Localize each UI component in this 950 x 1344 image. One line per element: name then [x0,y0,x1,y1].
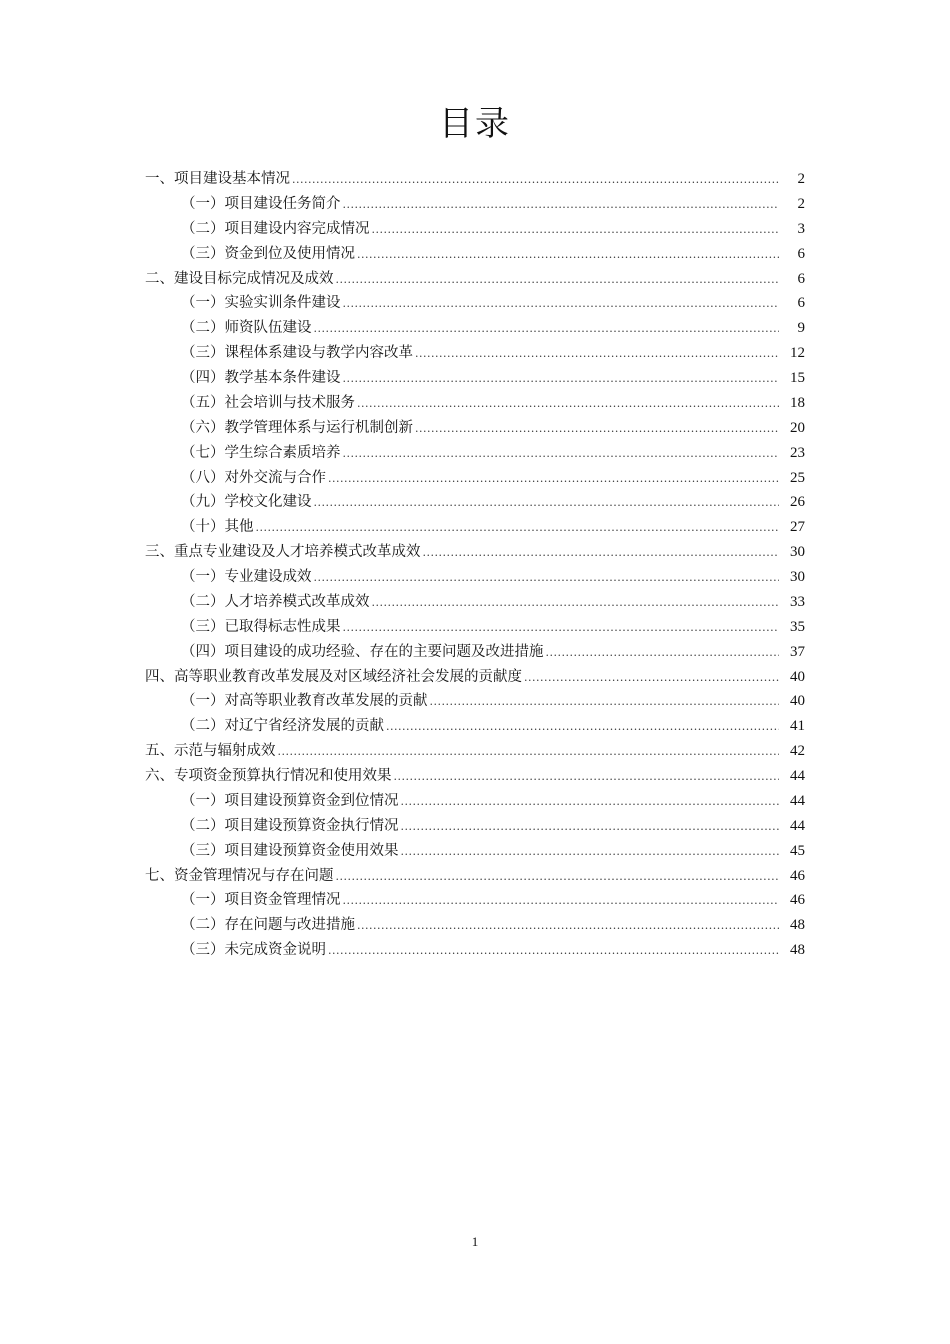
toc-entry-page: 44 [790,768,805,784]
toc-dot-leader [430,690,780,714]
toc-entry-label: （四）教学基本条件建设 [181,370,341,386]
toc-section-entry[interactable] [0,167,950,192]
toc-entry-label: （一）项目建设预算资金到位情况 [181,792,399,809]
toc-dot-leader [415,417,779,441]
toc-entry-label: （四）项目建设的成功经验、存在的主要问题及改进措施 [181,643,544,660]
toc-section-entry[interactable] [0,267,950,292]
toc-subsection-entry[interactable] [0,466,950,491]
toc-entry-label: （一）项目资金管理情况 [181,892,341,909]
toc-entry-label: （一）专业建设成效 [181,569,312,585]
toc-entry-label: （一）实验实训条件建设 [181,295,341,312]
toc-entry-label: 一、项目建设基本情况 [145,171,290,187]
page-number: 1 [471,1234,479,1249]
toc-dot-leader [357,392,779,416]
toc-entry-label: （三）课程体系建设与教学内容改革 [181,345,413,362]
toc-subsection-entry[interactable] [0,814,950,839]
toc-dot-leader [328,467,779,491]
toc-dot-leader [292,168,779,192]
toc-dot-leader [256,516,780,540]
table-of-contents [0,167,950,963]
page-title: 目录 [439,104,511,144]
toc-dot-leader [336,268,780,292]
toc-subsection-entry[interactable] [0,341,950,366]
toc-entry-page: 6 [797,295,805,312]
toc-section-entry[interactable] [0,665,950,690]
toc-dot-leader [401,815,780,839]
toc-subsection-entry[interactable] [0,913,950,938]
toc-entry-page: 46 [790,867,805,884]
toc-subsection-entry[interactable] [0,316,950,341]
toc-entry-page: 48 [790,917,805,934]
toc-entry-page: 48 [790,942,805,959]
toc-subsection-entry[interactable] [0,242,950,267]
toc-dot-leader [357,914,779,938]
toc-dot-leader [343,367,780,391]
toc-entry-label: （六）教学管理体系与运行机制创新 [181,419,413,436]
toc-subsection-entry[interactable] [0,515,950,540]
toc-subsection-entry[interactable] [0,490,950,515]
toc-subsection-entry[interactable] [0,789,950,814]
toc-dot-leader [314,491,780,515]
toc-entry-label: 三、重点专业建设及人才培养模式改革成效 [145,544,421,561]
toc-subsection-entry[interactable] [0,441,950,466]
toc-entry-page: 41 [790,718,805,735]
toc-entry-label: （二）存在问题与改进措施 [181,917,355,934]
toc-entry-page: 27 [790,519,805,536]
toc-entry-page: 40 [790,668,805,685]
toc-entry-label: （八）对外交流与合作 [181,469,326,486]
toc-dot-leader [401,840,780,864]
toc-dot-leader [328,939,779,963]
toc-entry-label: 四、高等职业教育改革发展及对区域经济社会发展的贡献度 [145,668,522,685]
toc-subsection-entry[interactable] [0,192,950,217]
toc-subsection-entry[interactable] [0,640,950,665]
toc-subsection-entry[interactable] [0,888,950,913]
toc-entry-page: 33 [790,593,805,610]
toc-entry-label: （七）学生综合素质培养 [181,444,341,461]
toc-entry-page: 3 [797,220,805,237]
toc-dot-leader [372,218,780,242]
toc-entry-label: （九）学校文化建设 [181,494,312,511]
toc-dot-leader [401,790,780,814]
toc-subsection-entry[interactable] [0,839,950,864]
toc-entry-page: 26 [790,494,805,511]
toc-entry-label: （三）已取得标志性成果 [181,618,341,635]
toc-entry-page: 23 [790,444,805,461]
toc-dot-leader [357,243,779,267]
toc-entry-page: 18 [790,394,805,411]
toc-dot-leader [415,342,779,366]
toc-subsection-entry[interactable] [0,615,950,640]
toc-entry-label: 六、专项资金预算执行情况和使用效果 [145,768,392,784]
toc-entry-label: （三）项目建设预算资金使用效果 [181,842,399,859]
toc-entry-page: 46 [790,892,805,909]
toc-dot-leader [343,292,780,316]
toc-entry-label: 七、资金管理情况与存在问题 [145,867,334,884]
toc-entry-label: （二）师资队伍建设 [181,320,312,337]
toc-entry-label: （一）对高等职业教育改革发展的贡献 [181,693,428,710]
toc-dot-leader [394,765,780,789]
toc-dot-leader [423,541,780,565]
toc-section-entry[interactable] [0,764,950,789]
toc-entry-page: 20 [790,419,805,436]
toc-entry-page: 44 [790,817,805,834]
toc-entry-label: （二）人才培养模式改革成效 [181,593,370,610]
toc-dot-leader [372,591,780,615]
toc-dot-leader [386,715,779,739]
toc-entry-page: 40 [790,693,805,710]
toc-section-entry[interactable] [0,739,950,764]
toc-section-entry[interactable] [0,864,950,889]
toc-entry-page: 12 [790,345,805,362]
toc-subsection-entry[interactable] [0,565,950,590]
toc-dot-leader [546,641,780,665]
toc-entry-page: 9 [797,320,805,337]
toc-entry-page: 42 [790,743,805,760]
toc-dot-leader [343,616,780,640]
toc-subsection-entry[interactable] [0,714,950,739]
toc-entry-page: 2 [797,171,805,187]
toc-entry-label: 二、建设目标完成情况及成效 [145,270,334,287]
toc-dot-leader [314,566,780,590]
toc-entry-page: 44 [790,792,805,809]
toc-entry-label: （一）项目建设任务简介 [181,195,341,212]
toc-entry-label: （二）对辽宁省经济发展的贡献 [181,718,384,735]
toc-entry-page: 45 [790,842,805,859]
toc-dot-leader [314,317,780,341]
toc-entry-page: 37 [790,643,805,660]
toc-dot-leader [336,865,780,889]
toc-subsection-entry[interactable] [0,689,950,714]
toc-entry-page: 30 [790,544,805,561]
toc-entry-page: 25 [790,469,805,486]
toc-subsection-entry[interactable] [0,590,950,615]
toc-section-entry[interactable] [0,540,950,565]
toc-entry-page: 6 [797,270,805,287]
toc-subsection-entry[interactable] [0,217,950,242]
toc-dot-leader [343,442,780,466]
toc-entry-page: 35 [790,618,805,635]
toc-entry-label: 五、示范与辐射成效 [145,743,276,760]
toc-entry-label: （十）其他 [181,519,254,536]
toc-entry-label: （二）项目建设内容完成情况 [181,220,370,237]
toc-entry-label: （五）社会培训与技术服务 [181,394,355,411]
toc-subsection-entry[interactable] [0,416,950,441]
toc-dot-leader [343,193,780,217]
toc-entry-label: （二）项目建设预算资金执行情况 [181,817,399,834]
toc-entry-page: 2 [797,195,805,212]
toc-subsection-entry[interactable] [0,938,950,963]
toc-subsection-entry[interactable] [0,291,950,316]
toc-entry-page: 6 [797,245,805,262]
toc-subsection-entry[interactable] [0,391,950,416]
toc-subsection-entry[interactable] [0,366,950,391]
toc-entry-page: 30 [790,569,805,585]
toc-entry-label: （三）资金到位及使用情况 [181,245,355,262]
toc-dot-leader [343,889,780,913]
toc-entry-page: 15 [790,370,805,386]
toc-dot-leader [278,740,780,764]
toc-entry-label: （三）未完成资金说明 [181,942,326,959]
toc-dot-leader [524,666,779,690]
